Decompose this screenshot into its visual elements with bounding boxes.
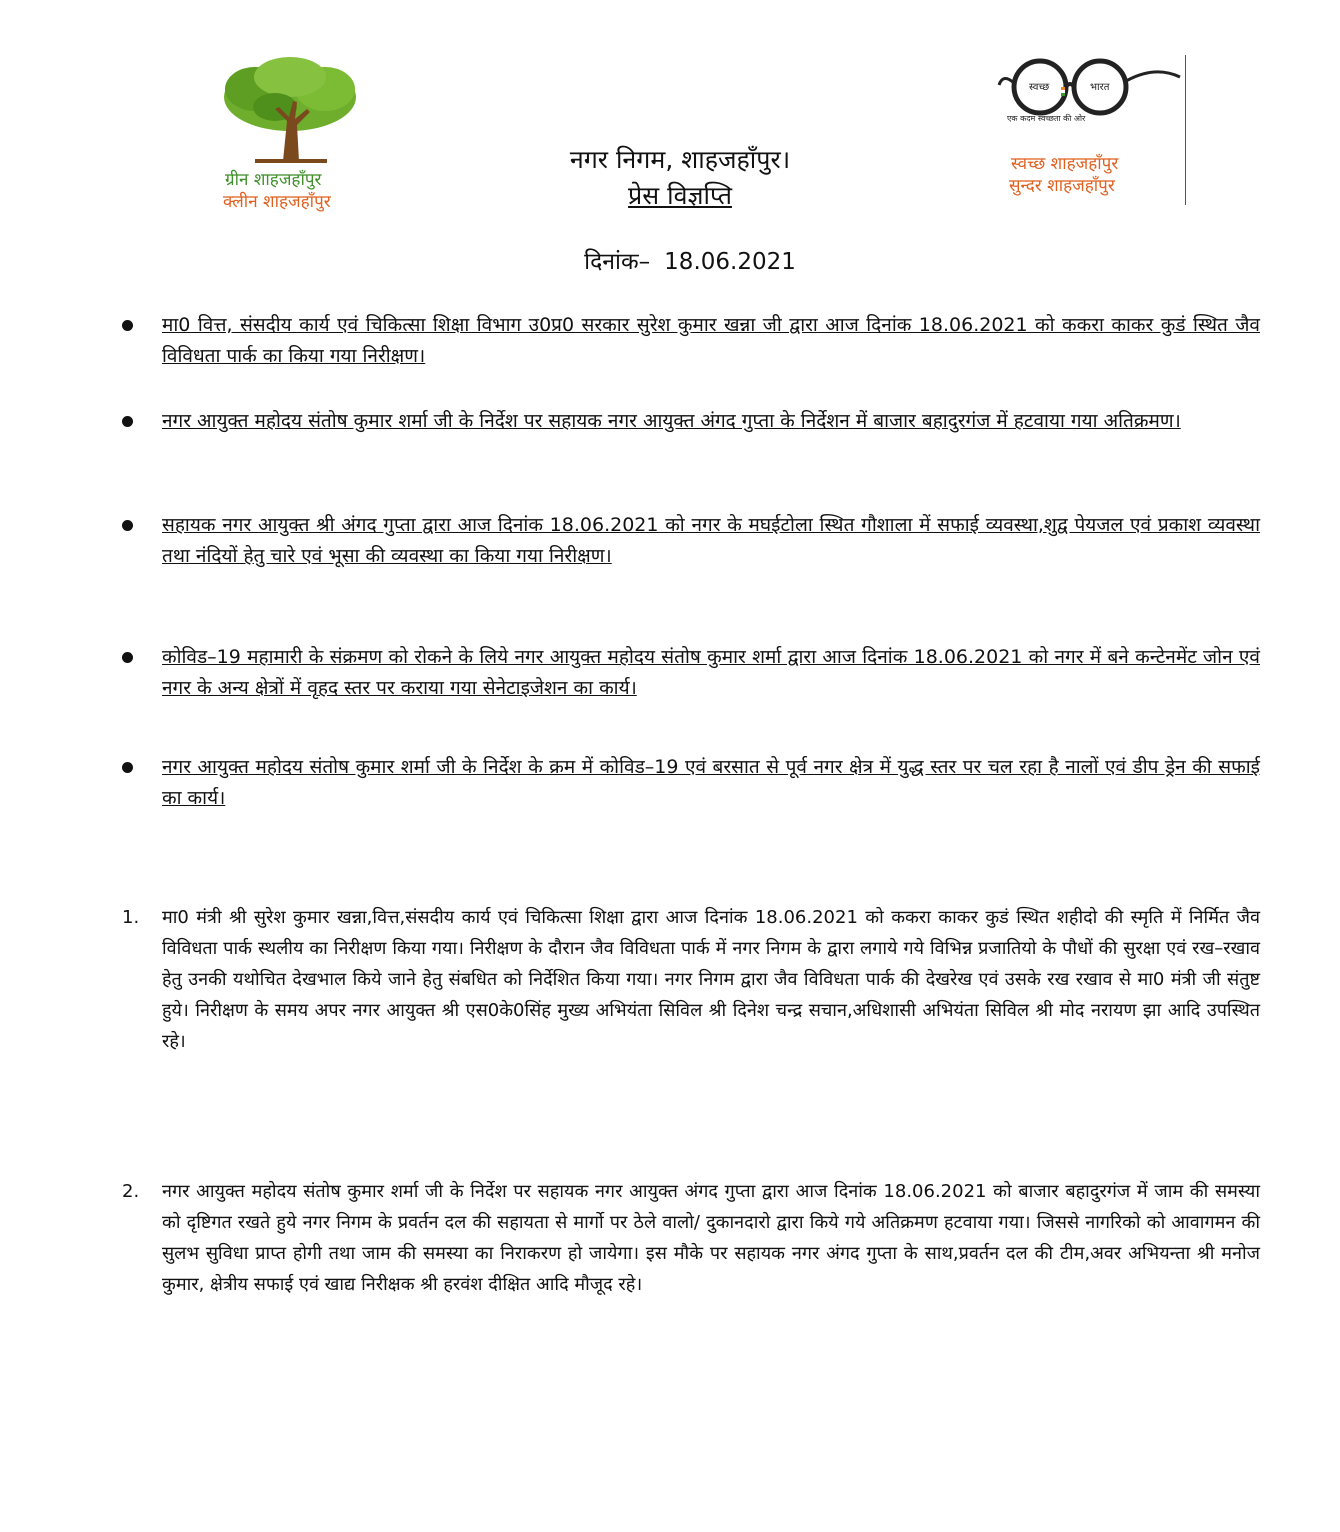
green-shahjahanpur-logo bbox=[205, 55, 400, 215]
document-header bbox=[420, 142, 940, 214]
bullet-dot bbox=[122, 320, 133, 331]
glasses-tagline: एक कदम स्वच्छता की ओर bbox=[1007, 114, 1086, 123]
left-logo-tagline-clean: क्लीन शाहजहाँपुर bbox=[223, 192, 331, 212]
document-title: नगर निगम, शाहजहाँपुर। bbox=[569, 145, 791, 174]
paragraph-number: 1. bbox=[122, 907, 140, 928]
right-logo-tagline-swachh: स्वच्छ शाहजहाँपुर bbox=[1011, 154, 1119, 174]
right-logo-tagline-sundar: सुन्दर शाहजहाँपुर bbox=[1009, 176, 1115, 196]
bullet-text: नगर आयुक्त महोदय संतोष कुमार शर्मा जी के निर्देश पर सहायक नगर आयुक्त अंगद गुप्ता के निर्देशन में बाजार बहादुरगंज में हटवाया गया अतिक्रमण। bbox=[162, 410, 1181, 432]
glasses-word-bharat: भारत bbox=[1090, 82, 1110, 93]
bullet-dot bbox=[122, 762, 133, 773]
document-subtitle: प्रेस विज्ञप्ति bbox=[628, 181, 732, 210]
logo-divider bbox=[1185, 55, 1186, 205]
bullet-dot bbox=[122, 652, 133, 663]
date-line bbox=[520, 244, 860, 276]
bullet-text: सहायक नगर आयुक्त श्री अंगद गुप्ता द्वारा आज दिनांक 18.06.2021 को नगर के मघईटोला स्थित गौशाला में सफाई व्यवस्था,शुद्व पेयजल एवं प्रकाश व्यवस्था तथा नंदियों हेतु चारे एवं भूसा की व्यवस्था का किया गया निरीक्षण। bbox=[162, 514, 1260, 567]
paragraph-text: नगर आयुक्त महोदय संतोष कुमार शर्मा जी के निर्देश पर सहायक नगर आयुक्त अंगद गुप्ता द्वारा आज दिनांक 18.06.2021 को बाजार बहादुरगंज में जाम की समस्या को दृष्टिगत रखते हुये नगर निगम के प्रवर्तन दल की सहायता से मार्गो पर ठेले वालो/ दुकानदारो द्वारा किये गये अतिक्रमण हटवाया गया। जिससे नागरिको को आवागमन की सुलभ सुविधा प्राप्त होगी तथा जाम की समस्या का निराकरण हो जायेगा। इस मौके पर सहायक नगर अंगद गुप्ता के साथ,प्रवर्तन दल की टीम,अवर अभियन्ता श्री मनोज कुमार, क्षेत्रीय सफाई एवं खाद्य निरीक्षक श्री हरवंश दीक्षित आदि मौजूद रहे। bbox=[162, 1181, 1260, 1295]
bullet-text: नगर आयुक्त महोदय संतोष कुमार शर्मा जी के निर्देश के क्रम में कोविड–19 एवं बरसात से पूर्व नगर क्षेत्र में युद्ध स्तर पर चल रहा है नालों एवं डीप ड्रेन की सफाई का कार्य। bbox=[162, 756, 1260, 809]
bullet-dot bbox=[122, 520, 133, 531]
tree-icon bbox=[215, 55, 365, 165]
left-logo-tagline-green: ग्रीन शाहजहाँपुर bbox=[225, 170, 322, 190]
date-label: दिनांक– bbox=[584, 249, 651, 275]
glasses-word-swachh: स्वच्छ bbox=[1029, 82, 1050, 93]
bullet-text: कोविड–19 महामारी के संक्रमण को रोकने के लिये नगर आयुक्त महोदय संतोष कुमार शर्मा द्वारा आज दिनांक 18.06.2021 को नगर में बने कन्टेनमेंट जोन एवं नगर के अन्य क्षेत्रों में वृहद स्तर पर कराया गया सेनेटाइजेशन का कार्य। bbox=[162, 646, 1260, 699]
bullet-dot bbox=[122, 416, 133, 427]
date-value: 18.06.2021 bbox=[664, 249, 796, 275]
bullet-text: मा0 वित्त, संसदीय कार्य एवं चिकित्सा शिक्षा विभाग उ0प्र0 सरकार सुरेश कुमार खन्ना जी द्वारा आज दिनांक 18.06.2021 को ककरा काकर कुडं स्थित जैव विविधता पार्क का किया गया निरीक्षण। bbox=[162, 314, 1260, 367]
swachh-bharat-logo bbox=[995, 55, 1200, 205]
paragraph-number: 2. bbox=[122, 1181, 140, 1202]
paragraph-text: मा0 मंत्री श्री सुरेश कुमार खन्ना,वित्त,संसदीय कार्य एवं चिकित्सा शिक्षा द्वारा आज दिनांक 18.06.2021 को ककरा काकर कुडं स्थित शहीदो की स्मृति में निर्मित जैव विविधता पार्क स्थलीय का निरीक्षण किया गया। निरीक्षण के दौरान जैव विविधता पार्क में नगर निगम के द्वारा लगाये गये विभिन्न प्रजातियो के पौधों की सुरक्षा एवं रख–रखाव हेतु उनकी यथोचित देखभाल किये जाने हेतु संबधित को निर्देशित किया गया। नगर निगम द्वारा जैव विविधता पार्क की देखरेख एवं उसके रख रखाव से मा0 मंत्री जी संतुष्ट हुये। निरीक्षण के समय अपर नगर आयुक्त श्री एस0के0सिंह मुख्य अभियंता सिविल श्री दिनेश चन्द्र सचान,अधिशासी अभियंता सिविल श्री मोद नरायण झा आदि उपस्थित रहे। bbox=[162, 907, 1260, 1052]
